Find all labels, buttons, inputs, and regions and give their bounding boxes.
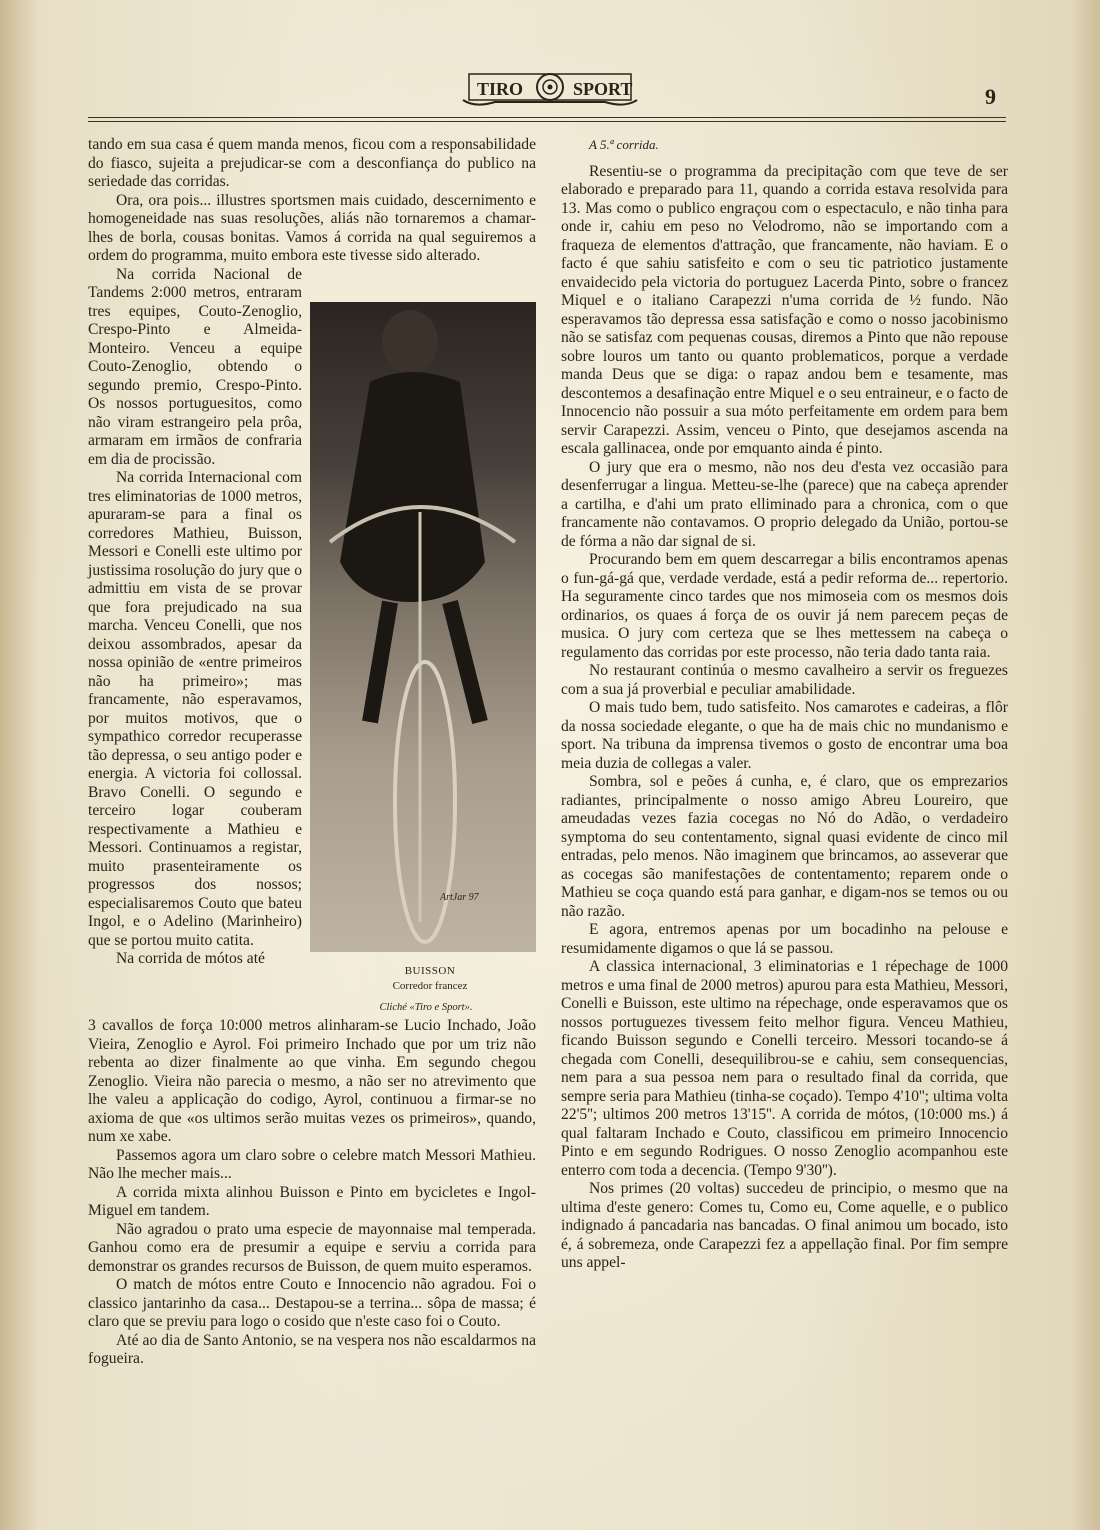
masthead-logo <box>455 66 645 110</box>
left-paragraph: Passemos agora um claro sobre o celebre match Messori Mathieu. Não lhe mecher mais... <box>88 1146 536 1182</box>
left-paragraph: O match de mótos entre Couto e Innocencio não agradou. Foi o classico jantarinho da casa... Destapou-se a terrina... sôpa de massa; é claro que se previu para logo o cosido que n'este caso foi o Couto. <box>88 1276 536 1330</box>
caption-credit: Cliché «Tiro e Sport». <box>379 1002 473 1013</box>
right-paragraph: O jury que era o mesmo, não nos deu d'esta vez occasião para desenferrugar a lingua. Metteu-se-lhe (parece) que na cabeça aprender a cartilha, e d'ahi um prato elliminado para a chronica, com o que francamente não contavamos. O proprio delegado da União, portou-se de fórma a não dar signal de si. <box>561 458 1008 550</box>
photo-signature: ArtJar 97 <box>440 892 479 903</box>
left-paragraph: Não agradou o prato uma especie de mayonnaise mal temperada. Ganhou como era de presumir a equipe e serviu a corrida para demonstrar os grandes recursos de Buisson, de quem muito esperamos. <box>88 1220 536 1275</box>
left-paragraph: A corrida mixta alinhou Buisson e Pinto em bycicletes e Ingol-Miguel em tandem. <box>88 1183 536 1219</box>
cyclist-illustration <box>310 302 536 952</box>
header-rule-top <box>88 117 1006 118</box>
section-heading: A 5.ª corrida. <box>589 137 659 152</box>
left-paragraph: 3 cavallos de força 10:000 metros alinharam-se Lucio Inchado, João Vieira, Zenoglio e Ayrol. Foi primeiro Inchado que por um triz não rebenta ao dizer finalmente ao que vinha. Em segundo chegou Zenoglio. Vieira não parecia o mesmo, a não ser no atrevimento que lhe valeu a applicação do codigo, Ayrol, continuou a firmar-se no axioma de que «os ultimos serão muitas vezes os primeiros», quando, num xe xabe. <box>88 1017 536 1145</box>
right-paragraph: E agora, entremos apenas por um bocadinho na pelouse e resumidamente digamos o que lá se passou. <box>561 921 1008 957</box>
page-number: 9 <box>985 84 996 109</box>
left-bottom-block <box>88 1017 536 1369</box>
left-paragraph: Na corrida Internacional com tres eliminatorias de 1000 metros, apuraram-se para a final os corredores Mathieu, Buisson, Messori e Conelli este ultimo por justissima rosolução do jury que o admittiu em vista de se provar que fora prejudicado na sua marcha. Venceu Conelli, que nos deixou assombrados, apesar da nossa opinião de «entre primeiros não ha primeiro»; mas francamente, não esperavamos, por muitos motivos, que o sympathico corredor recuperasse tão depressa, o seu antigo poder e energia. A victoria foi collossal. Bravo Conelli. O segundo e terceiro logar couberam respectivamente a Mathieu e Messori. Continuamos a registar, muito prasenteiramente os progressos dos nossos; especialisaremos Couto que bateu Ingol, e o Adelino (Marinheiro) que se portou muito catita. <box>88 469 302 949</box>
left-paragraph: Na corrida Nacional de Tandems 2:000 metros, entraram tres equipes, Couto-Zenoglio, Crespo-Pinto e Almeida-Monteiro. Venceu a equipe Couto-Zenoglio, obtendo o segundo premio, Crespo-Pinto. Os nossos portuguesitos, como não viram estrangeiro pela prôa, armaram em irmãos de confraria em dia de procissão. <box>88 265 302 468</box>
right-paragraph: Resentiu-se o programma da precipitação com que teve de ser elaborado e preparado para 11, quando a corrida estava resolvida para 13. Mas como o publico engraçou com o espectaculo, e não tinha para onde ir, cahiu em peso no Velodromo, não se importando com a fraqueza de elementos d'attração, que francamente, não haviam. E o facto é que sahiu satisfeito e com o seu tic patriotico justamente envaidecido pela victoria do portuguez Lacerda Pinto, sobre o francez Miquel e o italiano Carapezzi n'uma corrida de ½ fundo. Não esperavamos tão depressa essa satisfação e como o nosso jacobinismo não se satisfaz com pequenas cousas, diremos a Pinto que não repouse sobre louros um tanto ou quanto problematicos, porque a verdade manda Deus que se diga: o rapaz andou bem e tesamente, mas descontemos a desafinação entre Miquel e o seu entraineur, e o facto de Innocencio não possuir a sua móto perfeitamente em ordem para bem servir Carapezzi. Assim, venceu o Pinto, que desejamos ascenda na escala gallinacea, onde por emquanto ainda é pinto. <box>561 162 1008 457</box>
cyclist-photo <box>310 302 536 952</box>
header-rule-bottom <box>88 121 1006 122</box>
left-paragraph: Ora, ora pois... illustres sportsmen mais cuidado, descernimento e homogeneidade nas suas resoluções, aliás não tornaremos a chamar-lhes de borla, cousas bonitas. Vamos á corrida na qual seguiremos a ordem do programma, muito embora este tivesse sido alterado. <box>88 191 536 264</box>
right-paragraph: Sombra, sol e peões á cunha, e, é claro, que os emprezarios radiantes, principalmente o nosso amigo Abreu Loureiro, que ameudadas vezes fazia cocegas no Nó do Adão, o verdadeiro symptoma do seu contentamento, signal quasi evidente de cinco mil entradas, pelo menos. Não imaginem que brincamos, ao asseverar que as cocegas são manifestações de contentamento; reparem onde o Mathieu se coça quando está para ganhar, e digam-nos se temos ou ou não razão. <box>561 773 1008 920</box>
left-paragraph: Até ao dia de Santo Antonio, se na vespera nos não escaldarmos na fogueira. <box>88 1331 536 1367</box>
right-paragraph: Nos primes (20 voltas) succedeu de principio, o mesmo que na ultima d'este genero: Comes tu, Como eu, Come aquelle, e o publico indignado á pancadaria nas bancadas. O final animou um bocado, isto é, á sobremeza, onde Carapezzi fez a appellação final. Por fim sempre uns appel- <box>561 1180 1008 1271</box>
right-column <box>561 136 1008 1273</box>
right-paragraph: A classica internacional, 3 eliminatorias e 1 répechage de 1000 metros e uma final de 2000 metros) apurou para esta Mathieu, Messori, Conelli e Buisson, este ultimo na répechage, onde esperavamos que os nossos portuguezes tivessem feito melhor figura. Venceu Mathieu, ficando Buisson segundo e Conelli terceiro. Messori tocando-se á chegada com Conelli, desequilibrou-se e cahiu, sem consequencias, nem para a sua pessoa nem para o resultado final da corrida, que sempre seria para Mathieu (tinha-se coçado). Tempo 4'10''; ultima volta 22'5''; ultimos 200 metros 13'15''. A corrida de mótos, (10:000 ms.) á qual faltaram Inchado e Couto, classificou em primeiro Innocencio Pinto e em segundo Rodrigues. O nosso Zenoglio acompanhou este enterro com toda a decencia. (Tempo 9'30''). <box>561 958 1008 1179</box>
svg-text:SPORT: SPORT <box>573 79 633 99</box>
left-narrow-block <box>88 266 302 969</box>
right-paragraph: No restaurant continúa o mesmo cavalheiro a servir os freguezes com a sua já proverbial e peculiar amabilidade. <box>561 662 1008 698</box>
right-paragraph: O mais tudo bem, tudo satisfeito. Nos camarotes e cadeiras, a flôr da nossa sociedade elegante, o que ha de mais chic no mundanismo e sport. Na tribuna da imprensa tivemos o gosto de encontrar uma boa meia duzia de collegas a valer. <box>561 699 1008 772</box>
left-paragraph: Na corrida de mótos até <box>116 950 265 967</box>
caption-subtitle: Corredor francez <box>392 980 468 992</box>
caption-name: BUISSON <box>404 965 456 977</box>
svg-text:TIRO: TIRO <box>477 79 524 99</box>
right-paragraph: Procurando bem em quem descarregar a bilis encontramos apenas o fun-gá-gá que, verdade verdade, está a pedir reforma de... repertorio. Ha seguramente cinco tardes que nos mimoseia com os mesmos dois ordinarios, os quaes á força de os ouvir já nem parecem peças de musica. O jury com certeza que se lhes mettessem na cabeça o regulamento das corridas por este processo, não teria dado tanta raia. <box>561 551 1008 661</box>
left-paragraph: tando em sua casa é quem manda menos, ficou com a responsabilidade do fiasco, sujeita a prejudicar-se com a desconfiança do publico na seriedade das corridas. <box>88 136 536 190</box>
